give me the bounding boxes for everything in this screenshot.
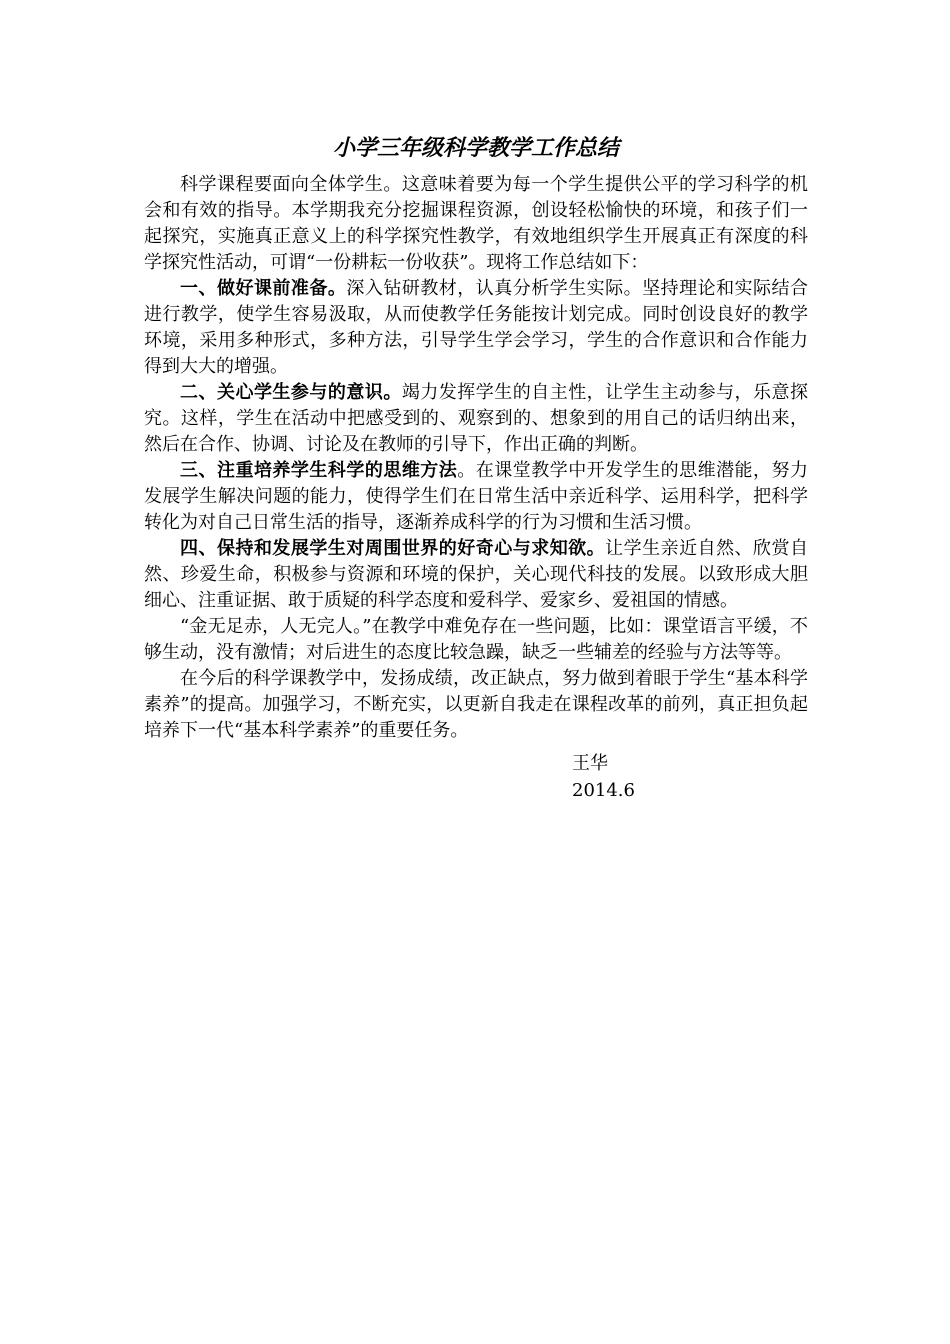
intro-paragraph: 科学课程要面向全体学生。这意味着要为每一个学生提供公平的学习科学的机会和有效的指导。本学期我充分挖掘课程资源，创设轻松愉快的环境，和孩子们一起探究，实施真正意义上的科学探究性教学，有效地组织学生开展真正有深度的科学探究性活动，可谓“一份耕耘一份收获”。现将工作总结如下： bbox=[144, 174, 808, 273]
section-paragraph-2 bbox=[144, 380, 808, 458]
reflection-paragraph: “金无足赤，人无完人。”在教学中难免存在一些问题，比如：课堂语言平缓，不够生动，没有激情；对后进生的态度比较急躁，缺乏一些辅差的经验与方法等等。 bbox=[144, 616, 808, 663]
document-date: 2014.6 bbox=[572, 780, 635, 801]
conclusion-paragraph: 在今后的科学课教学中，发扬成绩，改正缺点，努力做到着眼于学生“基本科学素养”的提高。加强学习，不断充实，以更新自我走在课程改革的前列，真正担负起培养下一代“基本科学素养”的重要任务。 bbox=[144, 668, 808, 741]
author-name: 王华 bbox=[572, 753, 608, 774]
section-heading-1: 一、做好课前准备。 bbox=[180, 278, 347, 299]
section-body-1: 深入钻研教材，认真分析学生实际。坚持理论和实际结合进行教学，使学生容易汲取，从而使教学任务能按计划完成。同时创设良好的教学环境，采用多种形式，多种方法，引导学生学会学习，学生的合作意识和合作能力得到大大的增强。 bbox=[144, 278, 809, 377]
document-page bbox=[144, 134, 808, 804]
section-heading-3: 三、注重培养学生科学的思维方法 bbox=[180, 460, 458, 481]
section-body-4: 让学生亲近自然、欣赏自然、珍爱生命，积极参与资源和环境的保护，关心现代科技的发展。以致形成大胆细心、注重证据、敢于质疑的科学态度和爱科学、爱家乡、爱祖国的情感。 bbox=[144, 538, 809, 611]
section-heading-2: 二、关心学生参与的意识。 bbox=[180, 382, 402, 403]
section-paragraph-1 bbox=[144, 276, 808, 380]
signature-block bbox=[144, 750, 808, 804]
section-body-3: 。在课堂教学中开发学生的思维潜能，努力发展学生解决问题的能力，使得学生们在日常生活中亲近科学、运用科学，把科学转化为对自己日常生活的指导，逐渐养成科学的行为习惯和生活习惯。 bbox=[144, 460, 809, 533]
section-paragraph-3 bbox=[144, 458, 808, 536]
document-title: 小学三年级科学教学工作总结 bbox=[332, 136, 619, 161]
section-body-2: 竭力发挥学生的自主性，让学生主动参与，乐意探究。这样，学生在活动中把感受到的、观察到的、想象到的用自己的话归纳出来，然后在合作、协调、讨论及在教师的引导下，作出正确的判断。 bbox=[144, 382, 809, 455]
section-heading-4: 四、保持和发展学生对周围世界的好奇心与求知欲。 bbox=[180, 538, 606, 559]
section-paragraph-4 bbox=[144, 536, 808, 614]
